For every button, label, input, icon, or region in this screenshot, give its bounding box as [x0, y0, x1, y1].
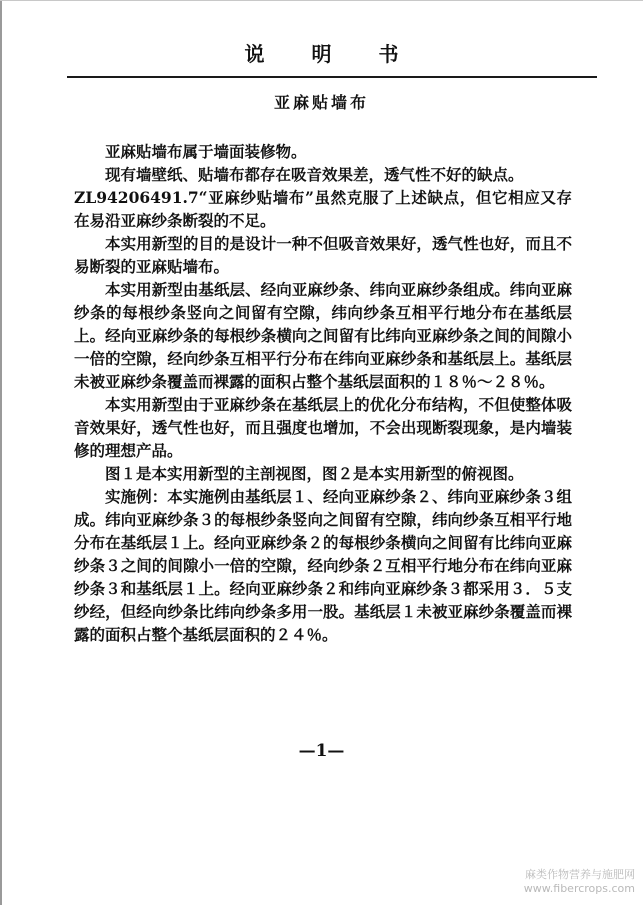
document-body	[74, 140, 572, 646]
page-number: —1—	[298, 741, 345, 761]
paragraph: 本实用新型的目的是设计一种不但吸音效果好，透气性也好，而且不易断裂的亚麻贴墙布。	[74, 234, 572, 276]
scan-border-top	[0, 0, 643, 1]
watermark	[515, 868, 635, 896]
document-subtitle: 亚麻贴墙布	[273, 93, 369, 112]
document-header-title: 说 明 书	[244, 42, 419, 66]
paragraph: 本实用新型由于亚麻纱条在基纸层上的优化分布结构，不但使整体吸音效果好，透气性也好，而且强度也增加，不会出现断裂现象，是内墙装修的理想产品。	[74, 395, 572, 460]
watermark-line-1: 麻类作物营养与施肥网	[525, 868, 635, 881]
scan-border-left	[0, 0, 2, 905]
paragraph: 现有墙壁纸、贴墙布都存在吸音效果差，透气性不好的缺点。	[105, 165, 524, 184]
header-divider	[67, 76, 597, 78]
paragraph: 亚麻贴墙布属于墙面装修物。	[105, 142, 307, 161]
paragraph: 图１是本实用新型的主剖视图，图２是本实用新型的俯视图。	[105, 464, 524, 483]
watermark-line-2: www.fibercrops.com	[523, 882, 635, 895]
paragraph: 实施例：本实施例由基纸层１、经向亚麻纱条２、纬向亚麻纱条３组成。纬向亚麻纱条３的每根纱条竖向之间留有空隙，纬向纱条互相平行地分布在基纸层１上。经向亚麻纱条２的每根纱条横向之间留有比纬向亚麻纱条３之间的间隙小一倍的空隙，经向纱条２互相平行地分布在纬向亚麻纱条３和基纸层１上。经向亚麻纱条２和纬向亚麻纱条３都采用３．５支纱经，但经向纱条比纬向纱条多用一股。基纸层１未被亚麻纱条覆盖而裸露的面积占整个基纸层面积的２４％。	[74, 487, 572, 644]
paragraph: ZL94206491.7“亚麻纱贴墙布”虽然克服了上述缺点，但它相应又存在易沿亚麻纱条断裂的不足。	[74, 188, 572, 230]
paragraph: 本实用新型由基纸层、经向亚麻纱条、纬向亚麻纱条组成。纬向亚麻纱条的每根纱条竖向之间留有空隙，纬向纱条互相平行地分布在基纸层上。经向亚麻纱条的每根纱条横向之间留有比纬向亚麻纱条之间的间隙小一倍的空隙，经向纱条互相平行分布在纬向亚麻纱条和基纸层上。基纸层未被亚麻纱条覆盖而裸露的面积占整个基纸层面积的１８％～２８％。	[74, 280, 572, 391]
